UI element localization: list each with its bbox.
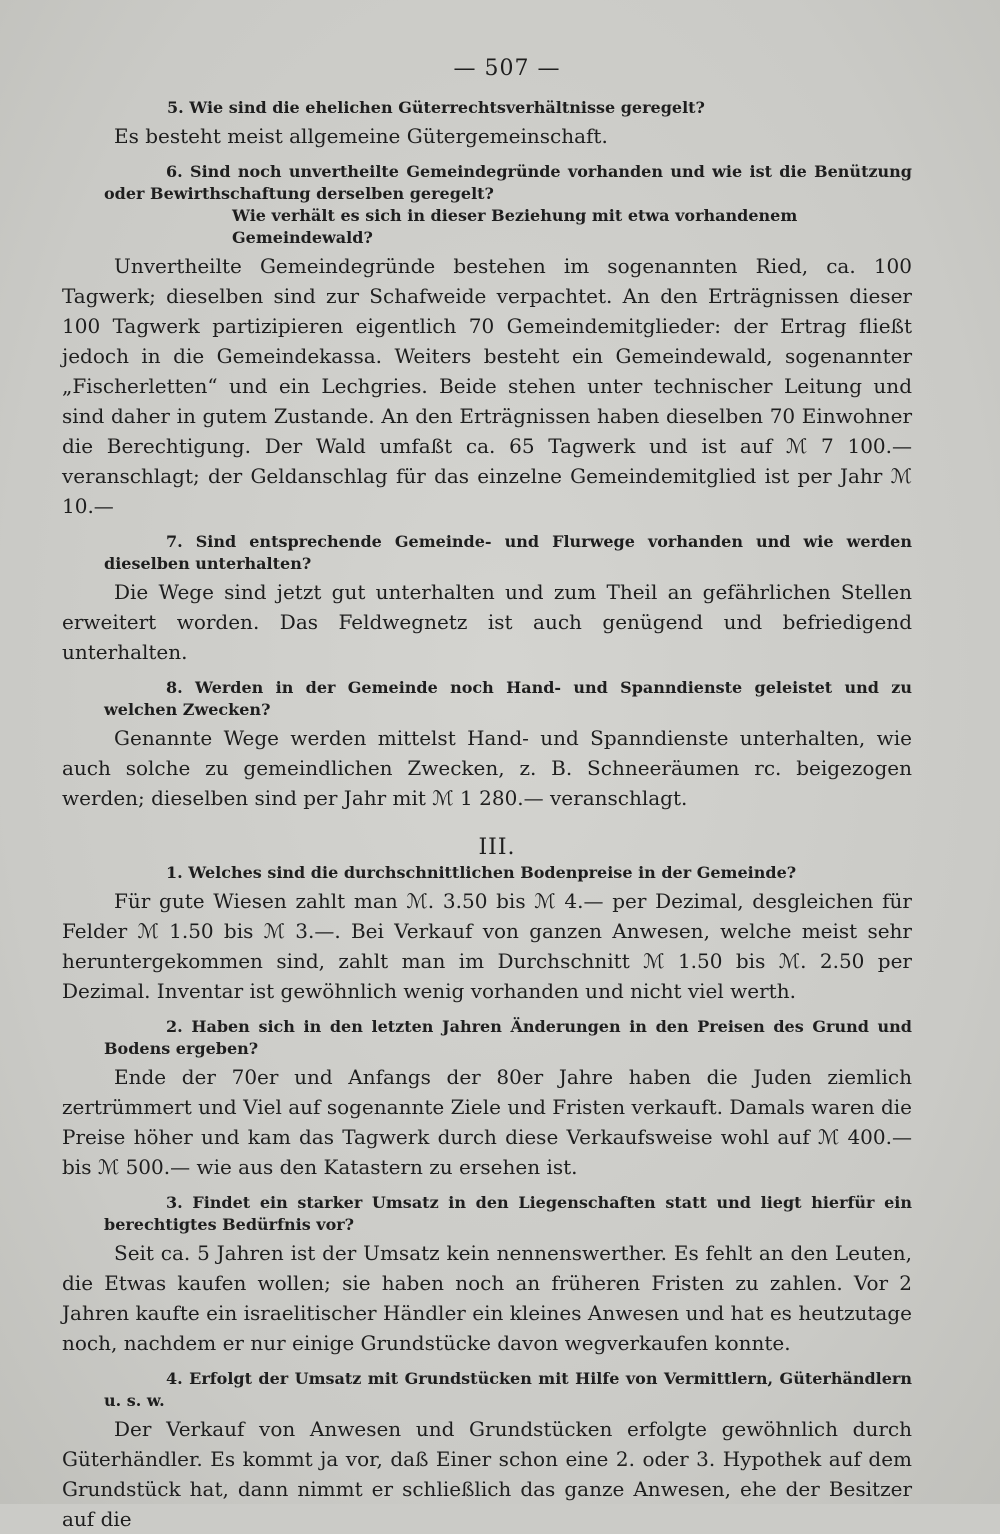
answer-iii-3: Seit ca. 5 Jahren ist der Umsatz kein nennenswerther. Es fehlt an den Leuten, die Etwas kaufen wollen; sie haben noch an früheren Fristen zu zahlen. Vor 2 Jahren kaufte ein israelitischer Händler ein kleines Anwesen und hat es heutzutage noch, nachdem er nur einige Grundstücke davon wegverkaufen konnte. xyxy=(62,1241,912,1355)
answer-6: Unvertheilte Gemeindegründe bestehen im sogenannten Ried, ca. 100 Tagwerk; dieselben sind zur Schafweide verpachtet. An den Erträgnissen dieser 100 Tagwerk partizipieren eigentlich 70 Gemeindemitglieder: der Ertrag fließt jedoch in die Gemeindekassa. Weiters besteht ein Gemeindewald, sogenannter „Fischerletten“ und ein Lechgries. Beide stehen unter technischer Leitung und sind daher in gutem Zustande. An den Erträgnissen haben dieselben 70 Einwohner die Berechtigung. Der Wald umfaßt ca. 65 Tagwerk und ist auf ℳ 7 100.— veranschlagt; der Geldanschlag für das einzelne Gemeindemitglied ist per Jahr ℳ 10.— xyxy=(62,254,912,518)
page-number: — 507 — xyxy=(453,56,561,81)
question-5: 5. Wie sind die ehelichen Güterrechtsverhältnisse geregelt? xyxy=(167,98,705,117)
question-8: 8. Werden in der Gemeinde noch Hand- und Spanndienste geleistet und zu welchen Zwecken? xyxy=(104,678,912,719)
answer-8: Genannte Wege werden mittelst Hand- und Spanndienste unterhalten, wie auch solche zu gemeindlichen Zwecken, z. B. Schneeräumen rc. beigezogen werden; dieselben sind per Jahr mit ℳ 1 280.— veranschlagt. xyxy=(62,726,912,810)
question-7: 7. Sind entsprechende Gemeinde- und Flurwege vorhanden und wie werden dieselben unterhalten? xyxy=(104,532,912,573)
question-iii-4: 4. Erfolgt der Umsatz mit Grundstücken mit Hilfe von Vermittlern, Güterhändlern u. s. w. xyxy=(104,1369,912,1410)
question-6: 6. Sind noch unvertheilte Gemeindegründe vorhanden und wie ist die Benützung oder Bewirthschaftung derselben geregelt? xyxy=(104,162,912,203)
question-block-8 xyxy=(62,677,912,813)
question-block-iii-1 xyxy=(62,862,912,1006)
answer-7: Die Wege sind jetzt gut unterhalten und zum Theil an gefährlichen Stellen erweitert worden. Das Feldwegnetz ist auch genügend und befriedigend unterhalten. xyxy=(62,580,912,664)
question-block-7 xyxy=(62,531,912,667)
subquestion-6: Wie verhält es sich in dieser Beziehung mit etwa vorhandenem Gemeindewald? xyxy=(232,206,798,247)
question-iii-2: 2. Haben sich in den letzten Jahren Änderungen in den Preisen des Grund und Bodens ergeben? xyxy=(104,1017,912,1058)
section-heading-iii: III. xyxy=(478,835,516,860)
question-block-5 xyxy=(62,97,912,151)
question-block-iii-3 xyxy=(62,1192,912,1358)
answer-iii-4: Der Verkauf von Anwesen und Grundstücken erfolgte gewöhnlich durch Güterhändler. Es kommt ja vor, daß Einer schon eine 2. oder 3. Hypothek auf dem Grundstück hat, dann nimmt er schließlich das ganze Anwesen, ehe der Besitzer auf die xyxy=(62,1417,912,1531)
answer-iii-2: Ende der 70er und Anfangs der 80er Jahre haben die Juden ziemlich zertrümmert und Viel auf sogenannte Ziele und Fristen verkauft. Damals waren die Preise höher und kam das Tagwerk durch diese Verkaufsweise wohl auf ℳ 400.— bis ℳ 500.— wie aus den Katastern zu ersehen ist. xyxy=(62,1065,912,1179)
question-block-6 xyxy=(62,161,912,521)
answer-iii-1: Für gute Wiesen zahlt man ℳ. 3.50 bis ℳ 4.— per Dezimal, desgleichen für Felder ℳ 1.50 bis ℳ 3.—. Bei Verkauf von ganzen Anwesen, welche meist sehr heruntergekommen sind, zahlt man im Durchschnitt ℳ 1.50 bis ℳ. 2.50 per Dezimal. Inventar ist gewöhnlich wenig vorhanden und nicht viel werth. xyxy=(62,889,912,1003)
answer-5: Es besteht meist allgemeine Gütergemeinschaft. xyxy=(114,124,608,148)
question-block-iii-4 xyxy=(62,1368,912,1534)
question-iii-1: 1. Welches sind die durchschnittlichen Bodenpreise in der Gemeinde? xyxy=(166,863,797,882)
question-block-iii-2 xyxy=(62,1016,912,1182)
question-iii-3: 3. Findet ein starker Umsatz in den Liegenschaften statt und liegt hierfür ein berechtigtes Bedürfnis vor? xyxy=(104,1193,912,1234)
